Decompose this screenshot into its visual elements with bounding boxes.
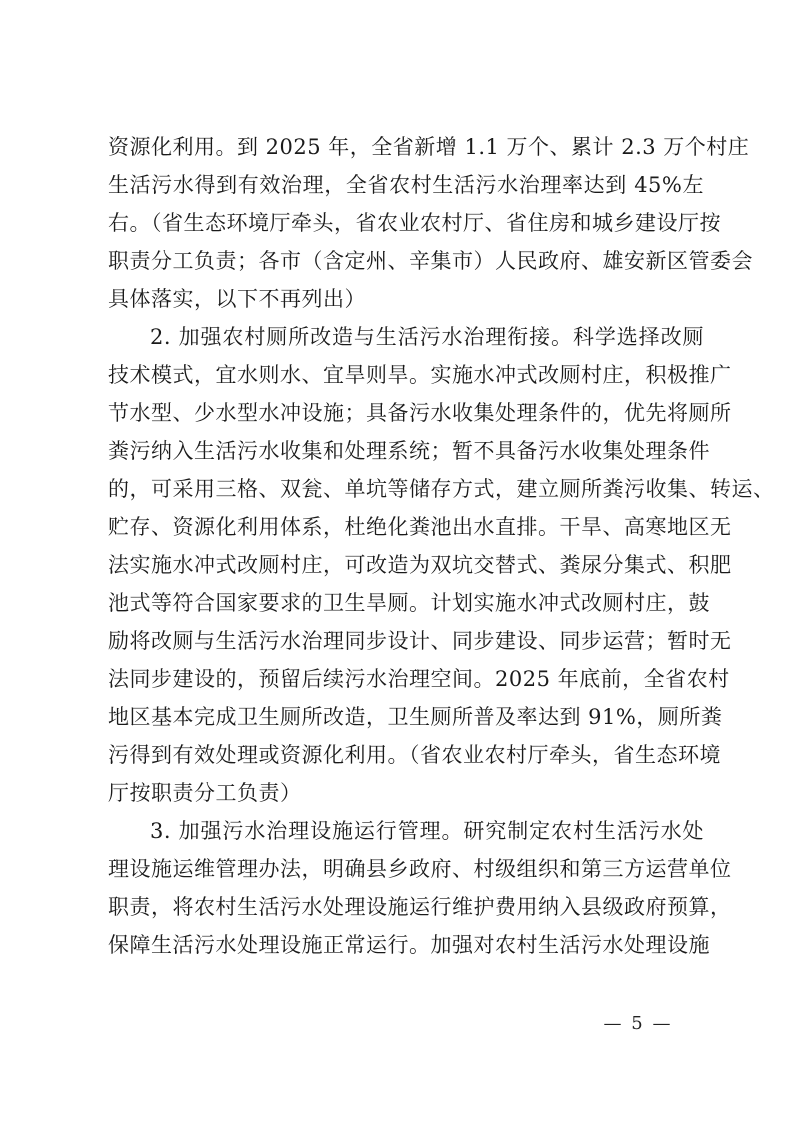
text-line: 技术模式，宜水则水、宜旱则旱。实施水冲式改厕村庄，积极推广 [108, 363, 732, 387]
text-line: 理设施运维管理办法，明确县乡政府、村级组织和第三方运营单位 [108, 857, 732, 881]
text-line: 资源化利用。到 2025 年，全省新增 1.1 万个、累计 2.3 万个村庄 [108, 135, 750, 159]
text-line: 节水型、少水型水冲设施；具备污水收集处理条件的，优先将厕所 [108, 401, 732, 425]
text-line: 污得到有效处理或资源化利用。（省农业农村厅牵头，省生态环境 [108, 743, 721, 767]
text-line: 右。（省生态环境厅牵头，省农业农村厅、省住房和城乡建设厅按 [108, 211, 721, 235]
text-line: 法实施水冲式改厕村庄，可改造为双坑交替式、粪尿分集式、积肥 [108, 553, 732, 577]
text-line: 保障生活污水处理设施正常运行。加强对农村生活污水处理设施 [108, 933, 710, 957]
text-line: 的，可采用三格、双瓮、单坑等储存方式，建立厕所粪污收集、转运、 [108, 477, 775, 501]
text-line: 厅按职责分工负责） [108, 781, 302, 805]
text-line: 粪污纳入生活污水收集和处理系统；暂不具备污水收集处理条件 [108, 439, 710, 463]
text-line: 法同步建设的，预留后续污水治理空间。2025 年底前，全省农村 [108, 667, 730, 691]
text-line: 池式等符合国家要求的卫生旱厕。计划实施水冲式改厕村庄，鼓 [108, 591, 710, 615]
text-line: 职责，将农村生活污水处理设施运行维护费用纳入县级政府预算， [108, 895, 732, 919]
text-line: 具体落实，以下不再列出） [108, 287, 366, 311]
text-line: 励将改厕与生活污水治理同步设计、同步建设、同步运营；暂时无 [108, 629, 732, 653]
body-text [108, 128, 775, 964]
text-line: 生活污水得到有效治理，全省农村生活污水治理率达到 45%左 [108, 173, 704, 197]
text-line: 3. 加强污水治理设施运行管理。研究制定农村生活污水处 [150, 819, 704, 843]
text-line: 地区基本完成卫生厕所改造，卫生厕所普及率达到 91%，厕所粪 [108, 705, 723, 729]
text-line: 2. 加强农村厕所改造与生活污水治理衔接。科学选择改厕 [150, 325, 704, 349]
text-line: 贮存、资源化利用体系，杜绝化粪池出水直排。干旱、高寒地区无 [108, 515, 732, 539]
text-line: 职责分工负责；各市（含定州、辛集市）人民政府、雄安新区管委会 [108, 249, 753, 273]
page-number: — 5 — [603, 1013, 673, 1034]
